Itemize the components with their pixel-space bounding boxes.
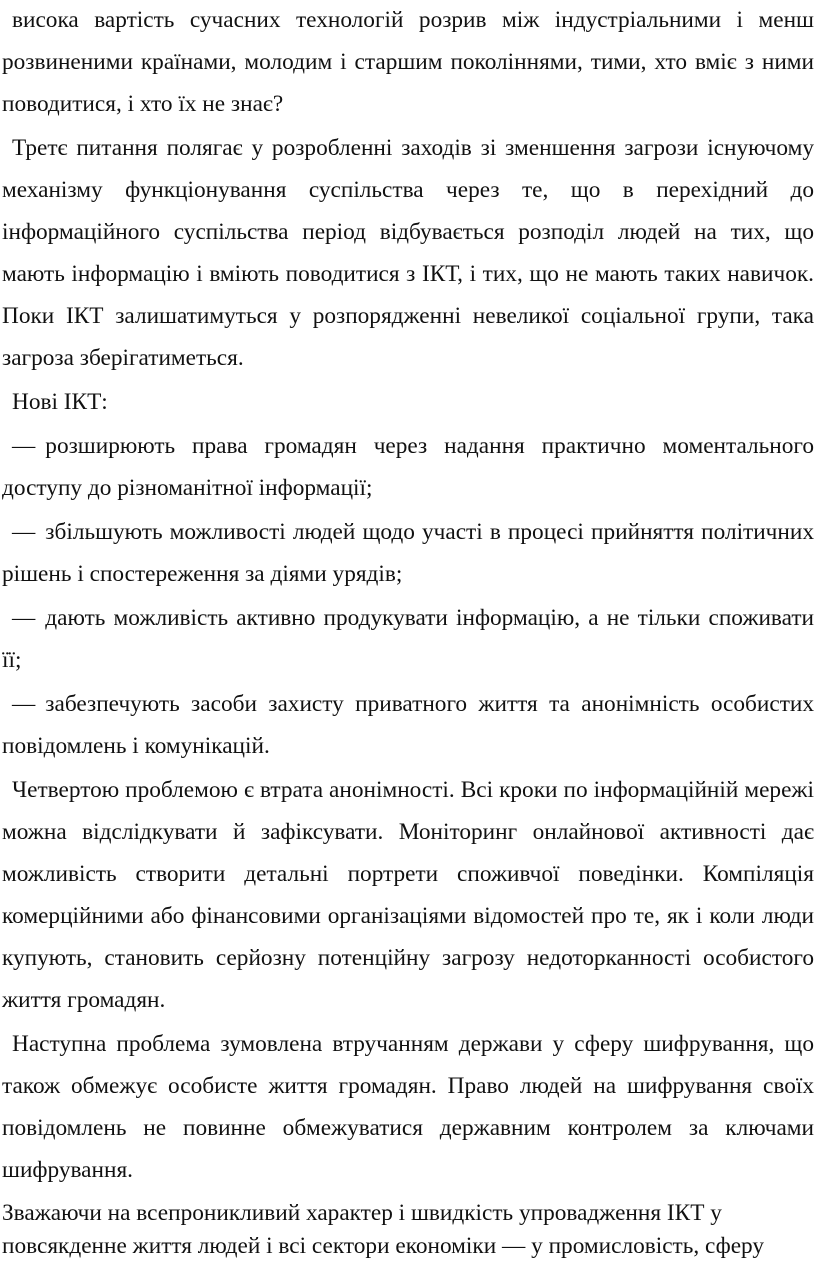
paragraph-encryption: Наступна проблема зумовлена втручанням держави у сферу шифрування, що також обмежує особисте життя громадян. Право людей на шифрування своїх повідомлень не повинне обмежуватися державним контролем за ключами шифрування. [2, 1031, 814, 1183]
dash-marker: — [12, 691, 36, 717]
dash-marker: — [12, 519, 36, 545]
list-item [2, 511, 814, 595]
paragraph-fourth-problem: Четвертою проблемою є втрата анонімності. Всі кроки по інформаційній мережі можна відслідкувати й зафіксувати. Моніторинг онлайнової активності дає можливість створити детальні портрети споживчої поведінки. Компіляція комерційними або фінансовими організаціями відомостей про те, як і коли люди купують, становить серйозну потенційну загрозу недоторканності особистого життя громадян. [2, 777, 814, 1013]
dash-marker: — [12, 605, 36, 631]
list-item [2, 597, 814, 681]
dash-marker: — [12, 433, 36, 459]
paragraph-final: Зважаючи на всепроникливий характер і швидкість упровадження ІКТ у повсякденне життя людей і всі сектори економіки — у промисловість, сферу [2, 1200, 765, 1259]
list-item-text: забезпечують засоби захисту приватного життя та анонімність особистих повідомлень і комунікацій. [2, 691, 814, 759]
ict-benefits-list [2, 425, 814, 767]
list-item-text: збільшують можливості людей щодо участі в процесі прийняття політичних рішень і спостереження за діями урядів; [2, 519, 814, 587]
list-item-text: дають можливість активно продукувати інформацію, а не тільки споживати її; [2, 605, 814, 673]
list-item [2, 425, 814, 509]
list-item-text: розширюють права громадян через надання практично моментального доступу до різноманітної інформації; [2, 433, 814, 501]
list-heading: Нові ІКТ: [12, 389, 108, 415]
paragraph-third-issue: Третє питання полягає у розробленні заходів зі зменшення загрози існуючому механізму функціонування суспільства через те, що в перехідний до інформаційного суспільства період відбувається розподіл людей на тих, що мають інформацію і вміють поводитися з ІКТ, і тих, що не мають таких навичок. Поки ІКТ залишатимуться у розпорядженні невеликої соціальної групи, така загроза зберігатиметься. [2, 135, 814, 371]
list-item [2, 683, 814, 767]
paragraph-continuation: висока вартість сучасних технологій розрив між індустріальними і менш розвиненими країнами, молодим і старшим поколіннями, тими, хто вміє з ними поводитися, і хто їх не знає? [2, 7, 814, 117]
